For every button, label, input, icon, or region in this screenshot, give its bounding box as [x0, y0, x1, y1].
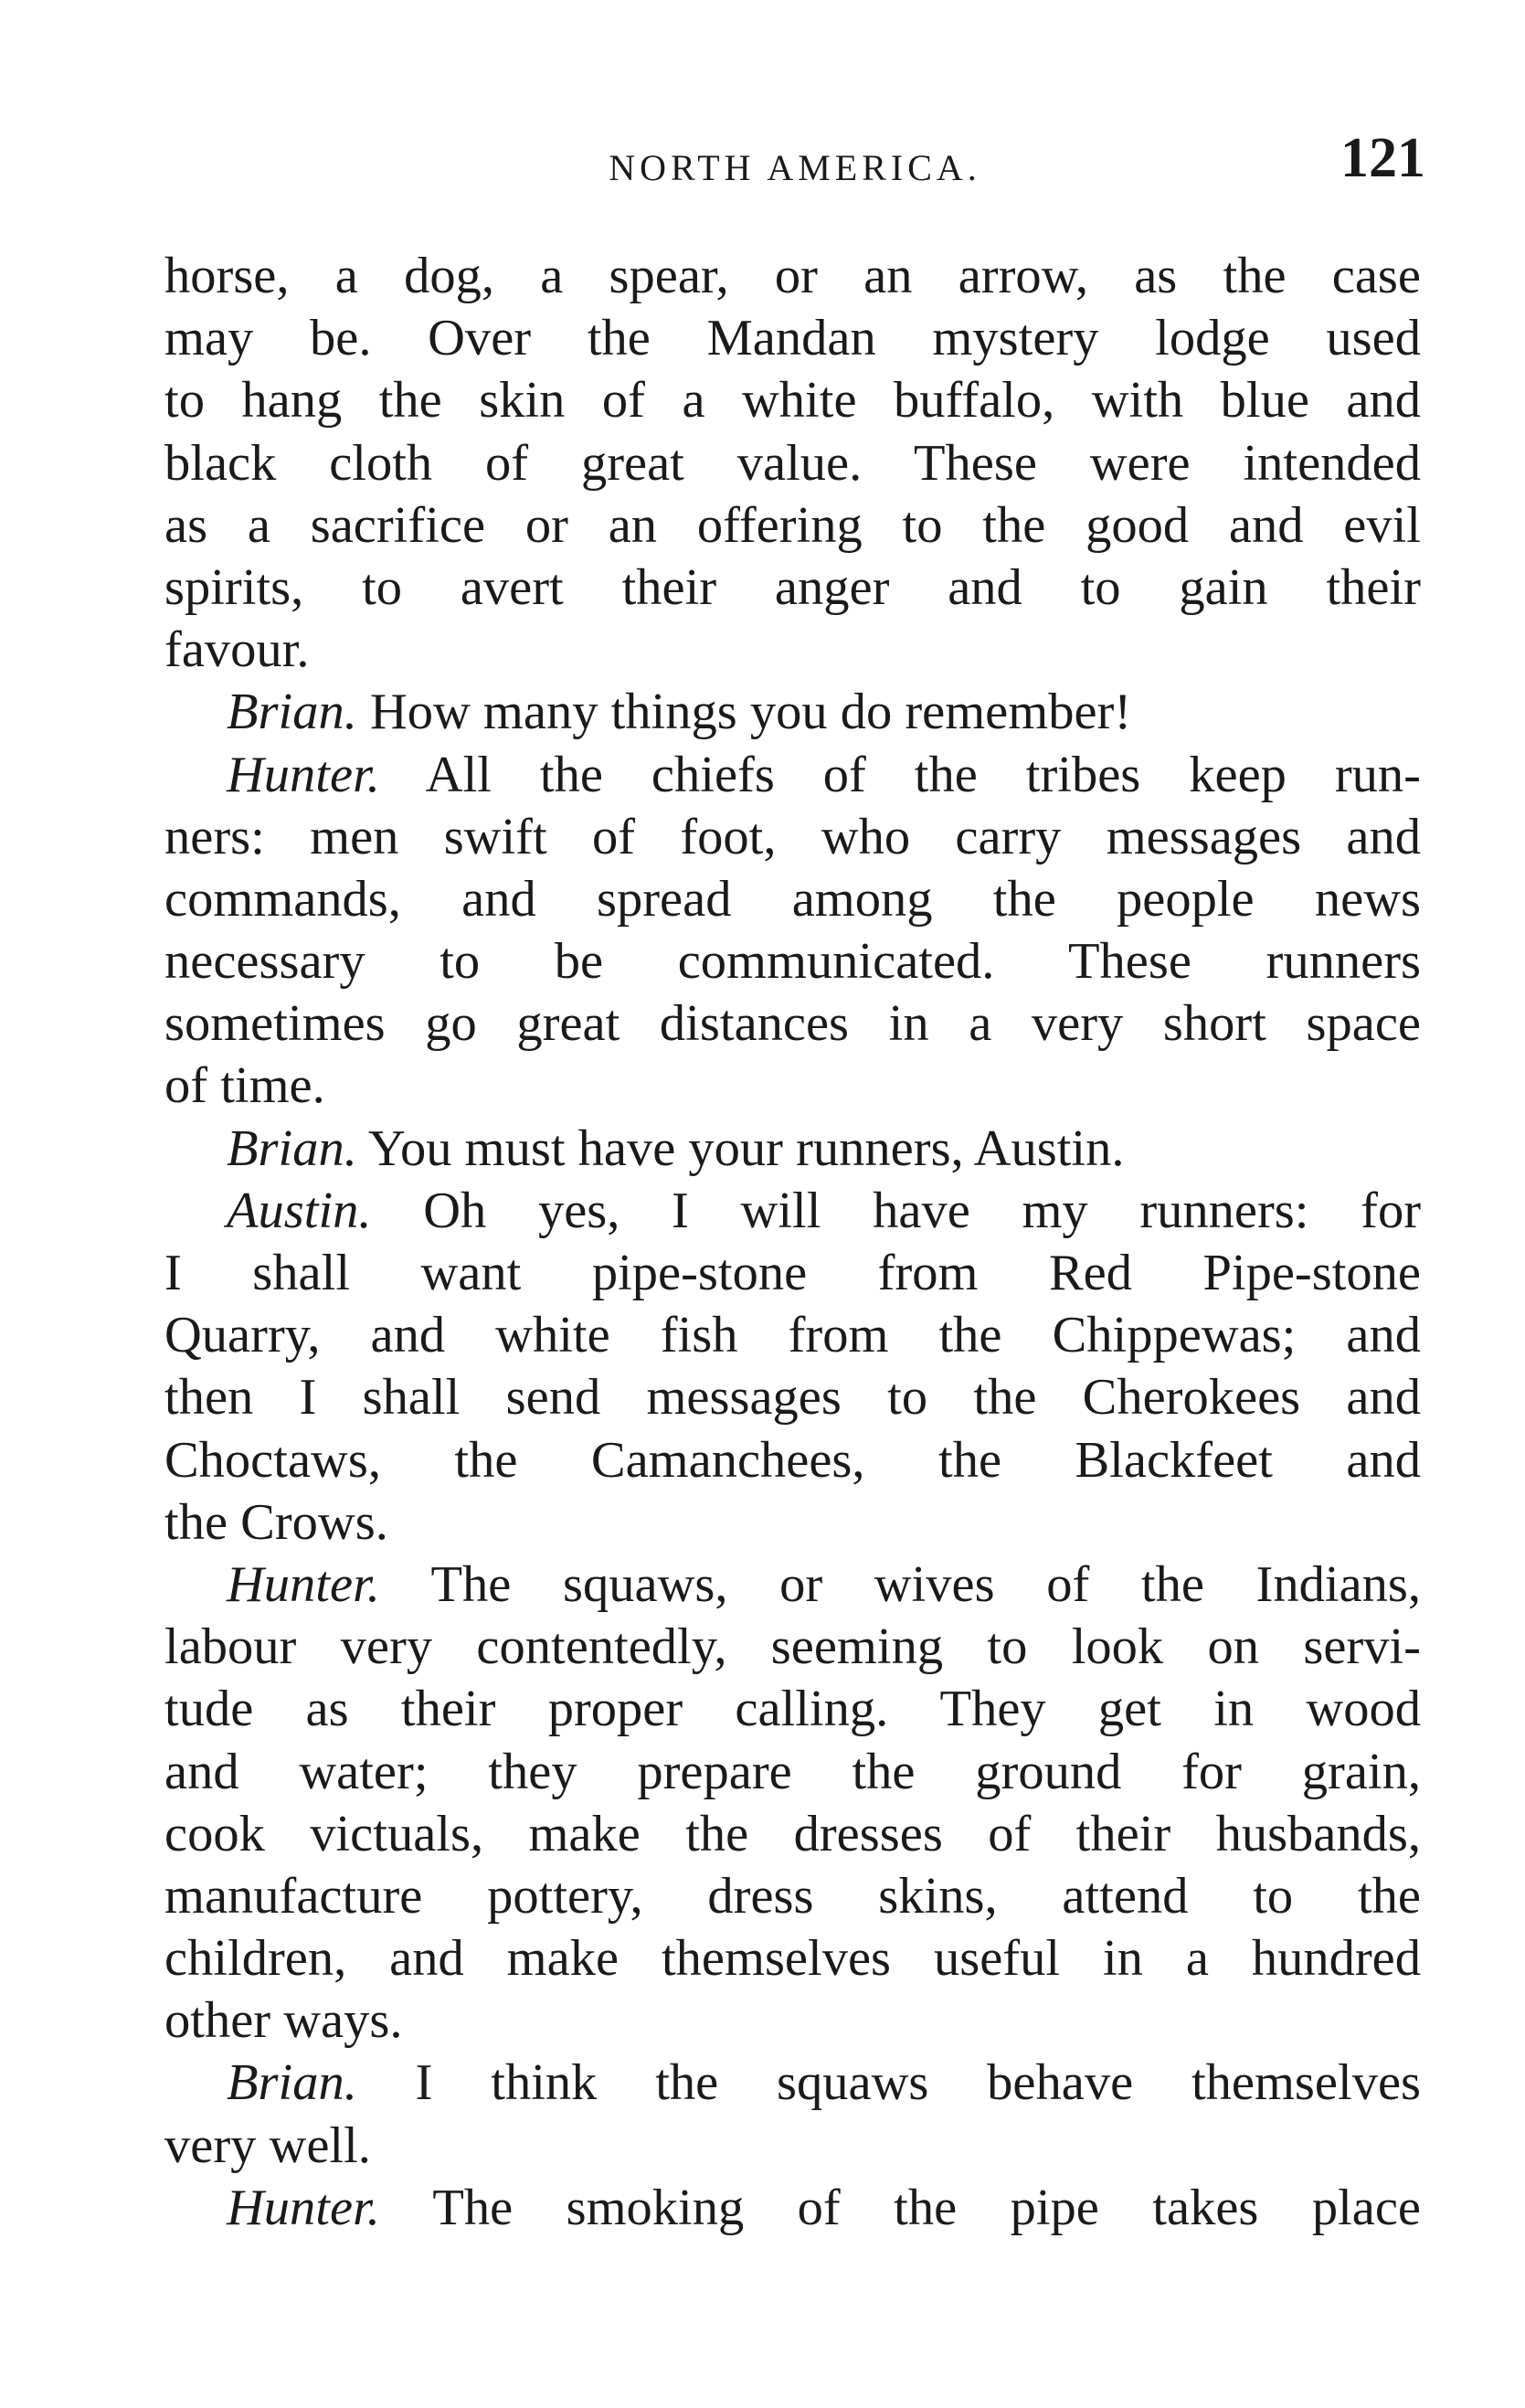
speaker-name: Austin. — [227, 1182, 372, 1239]
text-line: cook victuals, make the dresses of their husbands, — [164, 1805, 1421, 1862]
dialogue-line — [164, 2052, 1421, 2114]
text-line: and water; they prepare the ground for grain, — [164, 1743, 1421, 1800]
dialogue-line — [164, 1180, 1421, 1242]
text-line: tude as their proper calling. They get in wood — [164, 1681, 1421, 1738]
dialogue-text: The squaws, or wives of the Indians, — [430, 1555, 1421, 1613]
text-line: then I shall send messages to the Cherokees and — [164, 1369, 1421, 1427]
dialogue-text: The smoking of the pipe takes place — [432, 2179, 1421, 2236]
text-line: as a sacrifice or an offering to the good and evil — [164, 496, 1421, 554]
text-line: horse, a dog, a spear, or an arrow, as the case — [164, 248, 1421, 304]
speaker-name: Brian. — [227, 2054, 357, 2112]
text-line: spirits, to avert their anger and to gain their — [164, 558, 1421, 616]
dialogue-text: I think the squaws behave themselves — [415, 2054, 1422, 2112]
text-line: ners: men swift of foot, who carry messages and — [164, 808, 1421, 865]
text-line: very well. — [164, 2116, 371, 2174]
running-title: NORTH AMERICA. — [609, 147, 981, 188]
text-line: I shall want pipe-stone from Red Pipe-stone — [164, 1245, 1421, 1301]
text-line: Quarry, and white fish from the Chippewas; and — [164, 1307, 1421, 1364]
text-line: black cloth of great value. These were intended — [164, 434, 1421, 492]
page-number: 121 — [1340, 127, 1425, 189]
running-head — [164, 126, 1425, 199]
body-text — [164, 245, 1421, 2239]
text-line: the Crows. — [164, 1493, 388, 1551]
text-line: labour very contentedly, seeming to look on servi- — [164, 1618, 1421, 1676]
dialogue-text: Oh yes, I will have my runners: for — [423, 1182, 1422, 1239]
speaker-name: Hunter. — [227, 2179, 380, 2236]
text-line: to hang the skin of a white buffalo, with blue and — [164, 372, 1421, 430]
text-line: commands, and spread among the people news — [164, 870, 1421, 928]
text-line: sometimes go great distances in a very short space — [164, 995, 1421, 1053]
speaker-name: Hunter. — [227, 746, 380, 803]
speaker-name: Brian. — [227, 1119, 357, 1177]
dialogue-line — [164, 681, 1421, 743]
speaker-name: Brian. — [227, 684, 357, 741]
text-line: favour. — [164, 621, 310, 679]
dialogue-line — [164, 744, 1421, 806]
dialogue-text: How many things you do remember! — [369, 684, 1132, 741]
dialogue-line — [164, 1118, 1421, 1180]
text-line: other ways. — [164, 1992, 403, 2050]
dialogue-text: All the chiefs of the tribes keep run- — [425, 746, 1421, 803]
dialogue-line — [164, 1554, 1421, 1616]
text-line: of time. — [164, 1057, 325, 1115]
text-line: necessary to be communicated. These runners — [164, 933, 1421, 991]
speaker-name: Hunter. — [227, 1555, 380, 1613]
dialogue-text: You must have your runners, Austin. — [367, 1119, 1125, 1177]
text-line: Choctaws, the Camanchees, the Blackfeet and — [164, 1431, 1421, 1489]
text-line: manufacture pottery, dress skins, attend to the — [164, 1867, 1421, 1925]
text-line: may be. Over the Mandan mystery lodge used — [164, 310, 1421, 367]
dialogue-line — [164, 2177, 1421, 2239]
text-line: children, and make themselves useful in a hundred — [164, 1930, 1421, 1988]
